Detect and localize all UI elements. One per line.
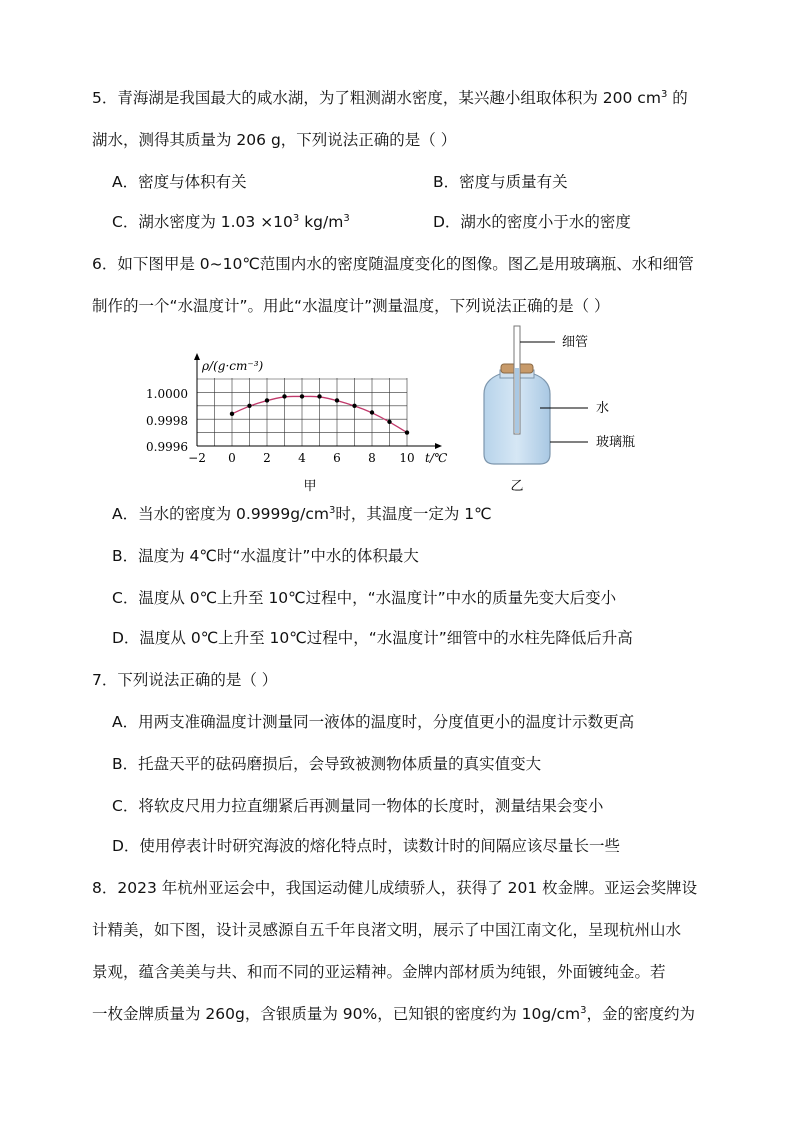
q5-option-b: B．密度与质量有关 [433, 173, 568, 191]
bottle-caption: 乙 [510, 479, 524, 494]
q6-option-a: A．当水的密度为 $0.9999g/cm^3$时，其温度一定为 1℃ [112, 505, 492, 523]
data-point [300, 394, 304, 398]
q8-stem-line2: 计精美，如下图，设计灵感源自五千年良渚文明，展示了中国江南文化，呈现杭州山水 [92, 921, 682, 939]
x-axis-label: t/℃ [425, 451, 448, 465]
y-tick-label: 0.9996 [146, 440, 188, 454]
y-axis-label: ρ/(g·cm⁻³) [202, 359, 264, 373]
data-point [317, 394, 321, 398]
tube-label: 细管 [562, 335, 589, 350]
data-point [387, 420, 391, 424]
water-thermometer-diagram [470, 322, 670, 494]
data-point [230, 412, 234, 416]
data-point [335, 398, 339, 402]
water-label: 水 [596, 401, 610, 416]
y-tick-label: 1.0000 [146, 387, 188, 401]
q7-stem: 7．下列说法正确的是（ ） [92, 671, 278, 689]
x-tick-label: 2 [263, 451, 271, 465]
q5-option-a: A．密度与体积有关 [112, 173, 247, 191]
q6-stem-line2: 制作的一个“水温度计”。用此“水温度计”测量温度，下列说法正确的是（ ） [92, 297, 610, 315]
density-temperature-chart [140, 350, 460, 495]
data-point [405, 430, 409, 434]
y-tick-label: 0.9998 [146, 414, 188, 428]
q6-stem-line1: 6．如下图甲是 0~10℃范围内水的密度随温度变化的图像。图乙是用玻璃瓶、水和细管 [92, 255, 694, 273]
q6-option-c: C．温度从 0℃上升至 10℃过程中，“水温度计”中水的质量先变大后变小 [112, 589, 617, 607]
x-tick-label: 8 [368, 451, 376, 465]
data-point [282, 394, 286, 398]
x-tick-label: 0 [228, 451, 236, 465]
chart-caption: 甲 [303, 479, 317, 494]
bottle-label: 玻璃瓶 [596, 435, 636, 450]
q7-option-b: B．托盘天平的砝码磨损后，会导致被测物体质量的真实值变大 [112, 755, 542, 773]
x-tick-label: 6 [333, 451, 341, 465]
q5-stem-line1: 5．青海湖是我国最大的咸水湖，为了粗测湖水密度，某兴趣小组取体积为 200 $cm^3$ 的 [92, 89, 688, 107]
q7-option-a: A．用两支准确温度计测量同一液体的温度时，分度值更小的温度计示数更高 [112, 713, 635, 731]
q8-stem-line3: 景观，蕴含美美与共、和而不同的亚运精神。金牌内部材质为纯银，外面镀纯金。若 [92, 963, 666, 981]
data-point [247, 404, 251, 408]
y-axis-arrow [194, 353, 200, 360]
x-axis-arrow [435, 443, 442, 449]
chart-grid [197, 378, 407, 446]
data-point [370, 410, 374, 414]
data-point [352, 404, 356, 408]
q6-option-d: D．温度从 0℃上升至 10℃过程中，“水温度计”细管中的水柱先降低后升高 [112, 629, 633, 647]
q5-stem-line2: 湖水，测得其质量为 206 g，下列说法正确的是（ ） [92, 131, 457, 149]
q8-stem-line4: 一枚金牌质量为 260g，含银质量为 90%，已知银的密度约为 $10g/cm^3$，金的密度约为 [92, 1005, 695, 1023]
tube-water-column [515, 368, 519, 433]
q8-stem-line1: 8．2023 年杭州亚运会中，我国运动健儿成绩骄人，获得了 201 枚金牌。亚运会奖牌设 [92, 879, 698, 897]
q5-option-c: C．湖水密度为 $1.03 \times 10^3$ $kg/m^3$ [112, 213, 350, 231]
x-tick-label: 4 [298, 451, 306, 465]
q7-option-c: C．将软皮尺用力拉直绷紧后再测量同一物体的长度时，测量结果会变小 [112, 797, 604, 815]
q7-option-d: D．使用停表计时研究海波的熔化特点时，读数计时的间隔应该尽量长一些 [112, 837, 620, 855]
x-tick-label: 10 [399, 451, 415, 465]
data-point [265, 398, 269, 402]
q6-option-b: B．温度为 4℃时“水温度计”中水的体积最大 [112, 547, 419, 565]
q5-option-d: D．湖水的密度小于水的密度 [433, 213, 631, 231]
x-tick-label: −2 [188, 451, 206, 465]
